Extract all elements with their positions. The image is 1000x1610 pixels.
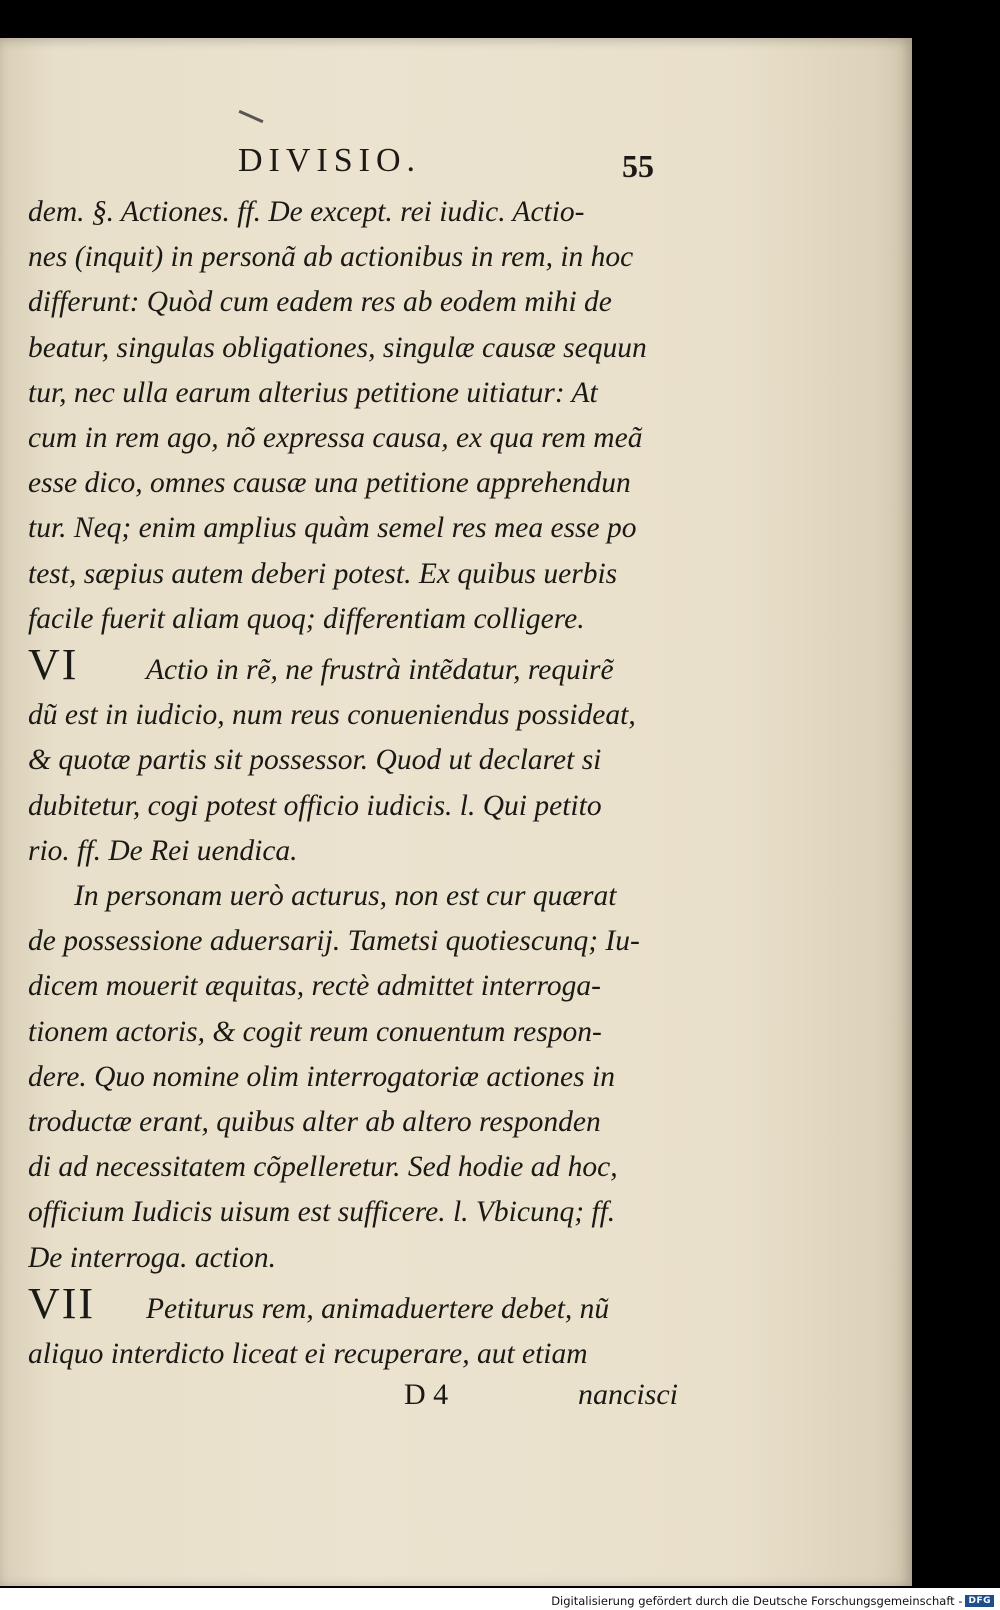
text-line: tionem actoris, & cogit reum conuentum respon- bbox=[28, 1015, 602, 1048]
text-line: esse dico, omnes causæ una petitione apprehendun bbox=[28, 467, 631, 500]
text-line: dubitetur, cogi potest officio iudicis. l. Qui petito bbox=[28, 789, 602, 822]
text-line: de possessione aduersarij. Tametsi quotiescunq; Iu- bbox=[28, 925, 640, 958]
text-line: Actio in rẽ, ne frustrà intẽdatur, requirẽ bbox=[146, 654, 614, 687]
text-line: Petiturus rem, animaduertere debet, nũ bbox=[146, 1292, 610, 1325]
section-vi bbox=[28, 642, 688, 693]
text-line: tur, nec ulla earum alterius petitione uitiatur: At bbox=[28, 376, 598, 409]
signature-mark: D 4 bbox=[404, 1378, 449, 1411]
text-line: dicem mouerit æquitas, rectè admittet interroga- bbox=[28, 970, 601, 1003]
text-line: tur. Neq; enim amplius quàm semel res mea esse po bbox=[28, 512, 637, 545]
text-line: dũ est in iudicio, num reus conueniendus possideat, bbox=[28, 699, 636, 732]
text-line: rio. ff. De Rei uendica. bbox=[28, 834, 298, 867]
text-line: test, sæpius autem deberi potest. Ex quibus uerbis bbox=[28, 557, 618, 590]
page-footer bbox=[0, 1378, 700, 1428]
text-line: cum in rem ago, nõ expressa causa, ex qua rem meã bbox=[28, 422, 643, 455]
section-numeral: VI bbox=[28, 640, 79, 690]
text-line: di ad necessitatem cõpelleretur. Sed hodie ad hoc, bbox=[28, 1151, 618, 1184]
text-line: beatur, singulas obligationes, singulæ causæ sequun bbox=[28, 331, 647, 364]
section-vii bbox=[28, 1278, 688, 1332]
text-line: dere. Quo nomine olim interrogatoriæ actiones in bbox=[28, 1060, 615, 1093]
section-numeral: VII bbox=[28, 1278, 96, 1328]
body-text bbox=[28, 190, 688, 1377]
credit-label: Digitalisierung gefördert durch die Deutsche Forschungsgemeinschaft - bbox=[551, 1594, 963, 1608]
text-line: troductæ erant, quibus alter ab altero responden bbox=[28, 1106, 601, 1139]
text-line: officium Iudicis uisum est sufficere. l. Vbicunq; ff. bbox=[28, 1196, 616, 1229]
credit-bar bbox=[0, 1588, 1000, 1610]
text-line: & quotæ partis sit possessor. Quod ut declaret si bbox=[28, 744, 602, 777]
text-line: facile fuerit aliam quoq; differentiam colligere. bbox=[28, 602, 585, 635]
text-line: In personam uerò acturus, non est cur quærat bbox=[74, 880, 617, 913]
dfg-logo: DFG bbox=[965, 1595, 994, 1607]
ink-mark bbox=[239, 110, 264, 123]
book-page bbox=[0, 38, 912, 1586]
text-line: nes (inquit) in personã ab actionibus in rem, in hoc bbox=[28, 241, 634, 274]
text-line: dem. §. Actiones. ff. De except. rei iudic. Actio- bbox=[28, 196, 585, 228]
text-line: De interroga. action. bbox=[28, 1241, 276, 1274]
text-line: differunt: Quòd cum eadem res ab eodem mihi de bbox=[28, 286, 612, 319]
running-head: DIVISIO. bbox=[238, 142, 422, 179]
catchword: nancisci bbox=[578, 1378, 678, 1411]
credit-text bbox=[551, 1594, 994, 1608]
text-line: aliquo interdicto liceat ei recuperare, aut etiam bbox=[28, 1338, 588, 1371]
page-number: 55 bbox=[622, 148, 654, 184]
